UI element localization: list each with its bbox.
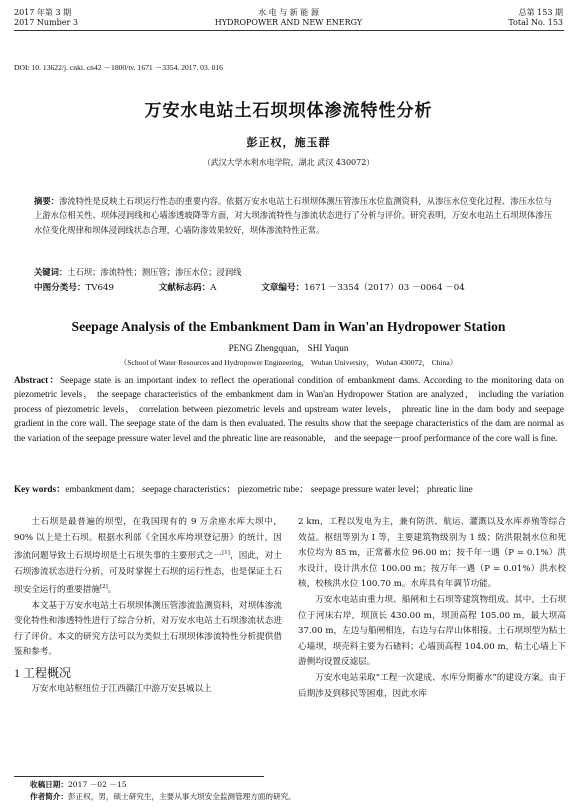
citation-1: [1] <box>222 550 230 557</box>
author-bio-value: 彭正权，男，硕士研究生，主要从事大坝安全监测管理方面的研究。 <box>67 791 296 801</box>
abstract-cn-text: 渗流特性是反映土石坝运行性态的重要内容。依据万安水电站土石坝坝体测压管渗压水位监测资料，从渗压水位变化过程、渗压水位与上游水位相关性、坝体浸润线和心墙渗透坡降等方面，对大坝渗流特性与渗流状态进行了分析与评价。研究表明，万安水电站土石坝坝体渗压水位变化规律和坝体浸润线状态合理，心墙防渗效果较好，坝体渗流特性正常。 <box>34 196 552 235</box>
footnote-rule <box>14 776 264 777</box>
journal-name-en: HYDROPOWER AND NEW ENERGY <box>214 18 363 27</box>
received-date <box>30 779 296 791</box>
clc-value: TV649 <box>85 283 114 293</box>
header-total-cn: 总第 153 期 <box>518 8 563 17</box>
article-no-value: 1671 －3354（2017）03 －0064 －04 <box>304 283 465 293</box>
intro-p1-part-a: 土石坝是最普遍的坝型，在我国现有的 9 万余座水库大坝中，90% 以上是土石坝。根据水利部《全国水库垮坝登记册》的统计，因渗流问题导致土石坝垮坝是土石坝失事的主要形式之一 <box>14 517 282 562</box>
header-center <box>0 8 577 28</box>
classification-line <box>34 281 554 295</box>
project-paragraph-1-start: 万安水电站枢纽位于江西赣江中游万安县城以上 <box>31 684 212 695</box>
authors-cn: 彭正权，施玉群 <box>246 136 331 149</box>
body-right-column <box>298 515 566 702</box>
affiliation-cn: （武汉大学水利水电学院，湖北 武汉 430072） <box>202 158 375 167</box>
doc-code-value: A <box>210 283 217 293</box>
authors-en: PENG Zhengquan， SHI Yuqun <box>228 343 349 353</box>
title-en: Seepage Analysis of the Embankment Dam in Wan'an Hydropower Station <box>71 319 506 334</box>
abstract-en <box>14 373 564 445</box>
header-total-en: Total No. 153 <box>508 18 563 27</box>
intro-p1-part-c: 。 <box>107 585 117 596</box>
citation-2: [2] <box>99 584 108 591</box>
doc-code-label: 文献标志码： <box>158 283 211 293</box>
header-rule <box>14 30 564 31</box>
title-cn: 万安水电站土石坝坝体渗流特性分析 <box>144 101 433 121</box>
intro-p1-part-b: ，因此，对土石坝渗流状态进行分析，可及时掌握土石坝的运行性态，也是保证土石坝安全运行的重要措施 <box>14 551 282 596</box>
project-paragraph-1-cont: 2 km，工程以发电为主，兼有防洪、航运、灌溉以及水库养殖等综合效益。枢纽等别为 Ⅰ 等，主要建筑物级别为 1 级；防洪限制水位和死水位均为 85 m，正常蓄水位 96.00 m；按千年一遇（P = 0.1%）洪水设计，设计洪水位 100.00 m；按万年一遇（P = 0.01%）洪水校核，校核洪水位 100.70 m。水库具有年调节功能。 <box>298 517 566 590</box>
abstract-cn-label: 摘要： <box>34 196 60 206</box>
keywords-en-label: Key words： <box>14 484 66 494</box>
header-issue-cn: 2017 年第 3 期 <box>14 8 72 17</box>
abstract-en-text: Seepage state is an important index to reflect the operational condition of embankment dams. According to the monitoring data on piezometric levels， the seepage characteristics of the embankment dam in Wan'an Hydropower Station are analyzed， including the variation process of piezometric levels， correlation between piezometric levels and upstream water levels， phreatic line in the dam body and seepage gradient in the core wall. The seepage state of the dam is then evaluated. The results show that the seepage characteristics of the dam are normal as the variation of the seepage pressure water level and the phreatic line are reasonable， and the seepage－proof performance of the core wall is fine. <box>14 375 564 443</box>
affiliation-en: （School of Water Resources and Hydropower Engineering， Wuhan University， Wuhan 430072， China） <box>119 358 458 367</box>
keywords-cn-text: 土石坝；渗流特性；测压管；渗压水位；浸润线 <box>67 267 242 277</box>
project-paragraph-3: 万安水电站采取“工程一次建成、水库分期蓄水”的建设方案。由于后期涉及到移民等困难，因此水库 <box>298 672 566 699</box>
keywords-cn <box>34 265 552 279</box>
journal-name-cn: 水 电 与 新 能 源 <box>258 8 319 17</box>
keywords-cn-label: 关键词： <box>34 267 68 277</box>
intro-paragraph-2: 本文基于万安水电站土石坝坝体测压管渗流监测资料，对坝体渗流变化特性和渗透特性进行了综合分析，对万安水电站土石坝渗流状态进行了评价。本文的研究方法可以为类似土石坝坝体渗流特性分析提供借鉴和参考。 <box>14 600 282 658</box>
intro-paragraph-1 <box>14 515 282 599</box>
footnote <box>30 779 296 802</box>
author-bio <box>30 791 296 803</box>
received-value: 2017 －02 －15 <box>67 780 127 789</box>
abstract-cn <box>34 194 552 237</box>
abstract-en-label: Abstract： <box>14 375 61 385</box>
section-heading-1: 1 工程概况 <box>14 666 72 681</box>
doi: DOI: 10. 13622/j. cnki. cn42 －1800/tv. 1671 －3354. 2017. 03. 016 <box>14 63 223 72</box>
article-no-label: 文章编号： <box>261 283 305 293</box>
author-bio-label: 作者简介： <box>30 791 68 801</box>
received-label: 收稿日期： <box>30 780 68 789</box>
keywords-en <box>14 482 564 496</box>
project-paragraph-2: 万安水电站由重力坝、船闸和土石坝等建筑物组成。其中，土石坝位于河床右岸，坝顶长 430.00 m，坝顶高程 105.00 m，最大坝高 37.00 m，左边与船闸相连，右边与右岸山体相接。土石坝坝型为粘土心墙坝，坝壳料主要为石碴料；心墙顶高程 104.00 m，粘土心墙上下游侧均设置反滤层。 <box>298 594 566 668</box>
clc-label: 中图分类号： <box>34 283 86 293</box>
header-issue-en: 2017 Number 3 <box>14 18 78 27</box>
body-left-column <box>14 515 282 698</box>
header-right <box>508 8 563 28</box>
keywords-en-text: embankment dam； seepage characteristics； piezometric tube； seepage pressure water level； phreatic line <box>65 484 473 494</box>
